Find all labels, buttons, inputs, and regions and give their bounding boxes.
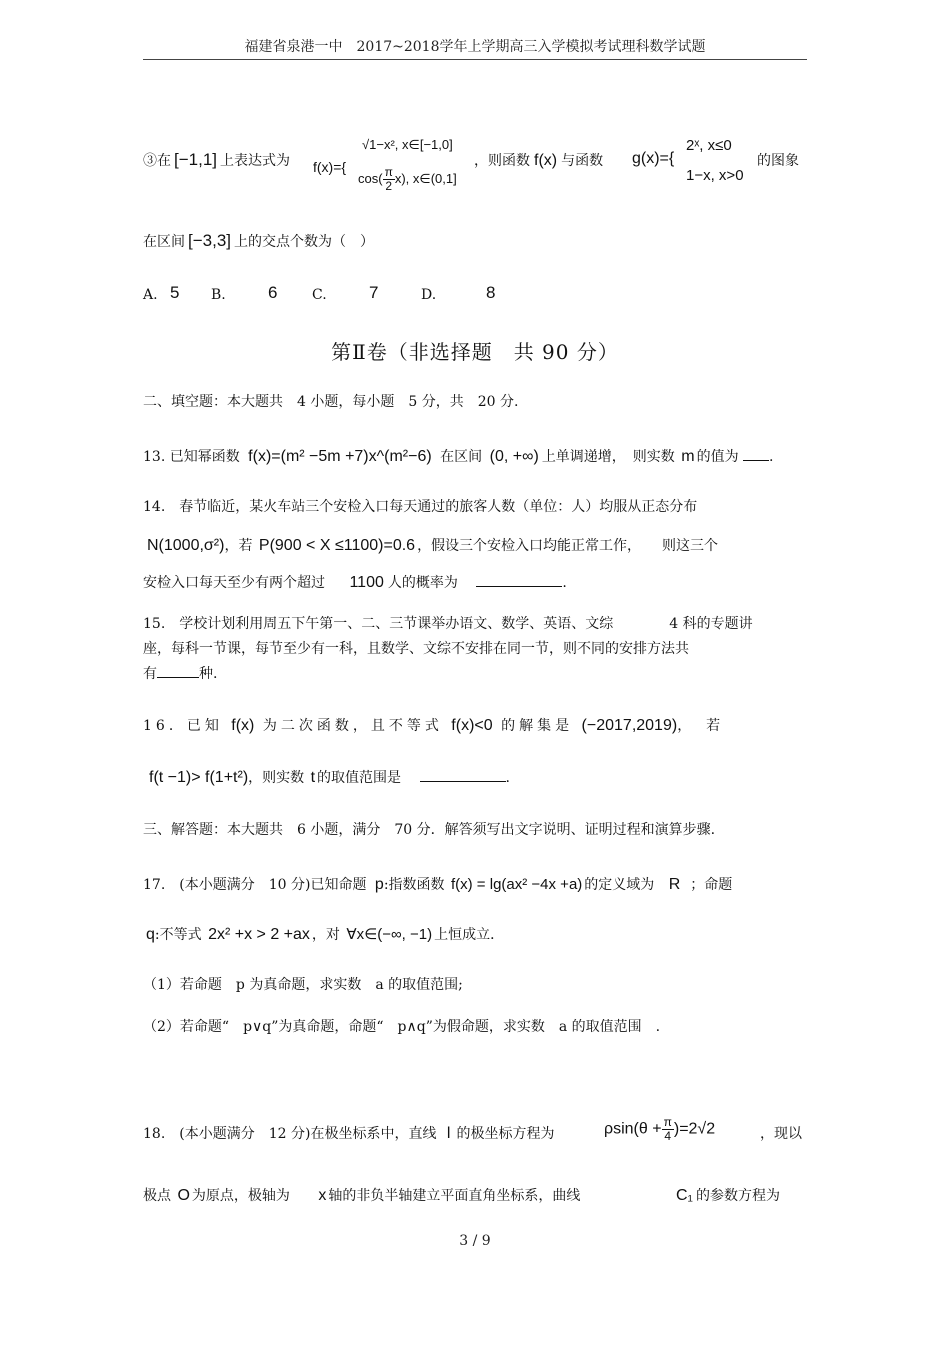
- q12-piece1: √1−x², x∈[−1,0]: [362, 137, 453, 152]
- q12-text: 上表达式为: [220, 153, 291, 169]
- option-a-label: A.: [143, 287, 158, 303]
- q18-fraction: $\frac{\pi}{4}$: [663, 1115, 672, 1143]
- option-a-value: 5: [170, 283, 180, 302]
- q17-sub2: （2）若命题“ p∨q”为真命题，命题“ p∧q”为假命题，求实数 a 的取值范围 .: [143, 1019, 661, 1035]
- q17-formula: f(x) = lg(ax² −4x +a): [450, 876, 583, 893]
- q12-line1: [143, 150, 290, 170]
- q12-line2: 在区间 [−3,3] 上的交点个数为（ ）: [143, 231, 375, 250]
- q18-line2: 极点 O 为原点，极轴为 x 轴的非负半轴建立平面直角坐标系，曲线: [143, 1187, 581, 1204]
- q15-line1: 15. 学校计划利用周五下午第一、二、三节课举办语文、数学、英语、文综 4 科的专题讲: [143, 616, 753, 632]
- q14-line1: 14. 春节临近，某火车站三个安检入口每天通过的旅客人数（单位：人）均服从正态分布: [143, 499, 698, 515]
- page-number: 3 / 9: [459, 1233, 491, 1249]
- option-b-value: 6: [268, 283, 278, 302]
- q16-line1: 16．已知 f(x) 为二次函数，且不等式 f(x)<0 的解集是 (−2017,2019)， 若: [143, 717, 725, 734]
- option-d-value: 8: [486, 283, 496, 302]
- option-c-label: C.: [312, 287, 327, 303]
- answer-intro: 三、解答题：本大题共 6 小题，满分 70 分．解答须写出文字说明、证明过程和演算步骤.: [143, 822, 716, 838]
- q16-line2: f(t −1)> f(1+t²)，则实数 t 的取值范围是 .: [149, 769, 510, 786]
- q18-formula: ρsin(θ + $\frac{\pi}{4}$ )=2√2: [604, 1115, 716, 1143]
- q12-gx-label: g(x)={: [632, 150, 675, 167]
- q12-text-end: 的图象: [757, 153, 799, 169]
- answer-blank[interactable]: [420, 767, 506, 782]
- answer-blank[interactable]: [743, 446, 769, 461]
- q12-fx-label: f(x)={: [313, 159, 347, 175]
- q12-g-piece2: 1−x, x>0: [686, 167, 744, 184]
- answer-blank[interactable]: [157, 663, 199, 678]
- q12-line1-cont: ，则函数 f(x) 与函数: [474, 152, 604, 169]
- part2-title: 第Ⅱ卷（非选择题 共 90 分）: [331, 340, 619, 364]
- fill-in-intro: 二、填空题：本大题共 4 小题，每小题 5 分，共 20 分.: [143, 394, 519, 410]
- q12-fraction: $\frac{\pi}{2}$: [384, 165, 393, 193]
- q12-piece2: cos( $\frac{\pi}{2}$ x), x∈(0,1]: [358, 165, 457, 193]
- q18-line1: 18. (本小题满分 12 分)在极坐标系中，直线 l 的极坐标方程为: [143, 1125, 555, 1142]
- q17-line2: q:不等式 2x² +x > 2 +ax ，对 ∀x∈(−∞, −1) 上恒成立．: [146, 926, 505, 943]
- q12-g-piece1: 2ˣ, x≤0: [686, 137, 732, 154]
- q12-interval: [−1,1]: [174, 150, 218, 169]
- q13-formula: f(x)=(m² −5m +7)x^(m²−6): [248, 448, 432, 465]
- q14-line2: N(1000,σ²)，若 P(900 < X ≤1100)=0.6 ，假设三个安检入口均能正常工作， 则这三个: [147, 537, 719, 554]
- q18-line2-end: C₁ 的参数方程为: [676, 1187, 780, 1204]
- option-c-value: 7: [369, 283, 379, 302]
- q18-line1-end: ，现以: [760, 1126, 802, 1142]
- option-b-label: B.: [211, 287, 226, 303]
- q13: 13. 已知幂函数 f(x)=(m² −5m +7)x^(m²−6) 在区间 (0, +∞) 上单调递增， 则实数 m 的值为 .: [143, 448, 774, 465]
- q17-sub1: （1）若命题 p 为真命题，求实数 a 的取值范围;: [143, 977, 463, 993]
- q17-line1: 17. (本小题满分 10 分)已知命题 p:指数函数 f(x) = lg(ax² −4x +a) 的定义域为 R ；命题: [143, 876, 733, 893]
- q15-line3: 有 种.: [143, 663, 217, 683]
- header-rule: [143, 59, 807, 60]
- page-header: 福建省泉港一中 2017~2018学年上学期高三入学模拟考试理科数学试题: [244, 39, 706, 55]
- answer-blank[interactable]: [476, 572, 562, 587]
- q12-text: ③在: [143, 153, 171, 169]
- option-d-label: D.: [421, 287, 437, 303]
- q15-line2: 座，每科一节课，每节至少有一科，且数学、文综不安排在同一节，则不同的安排方法共: [143, 641, 689, 657]
- q14-line3: 安检入口每天至少有两个超过 1100 人的概率为 .: [143, 574, 567, 591]
